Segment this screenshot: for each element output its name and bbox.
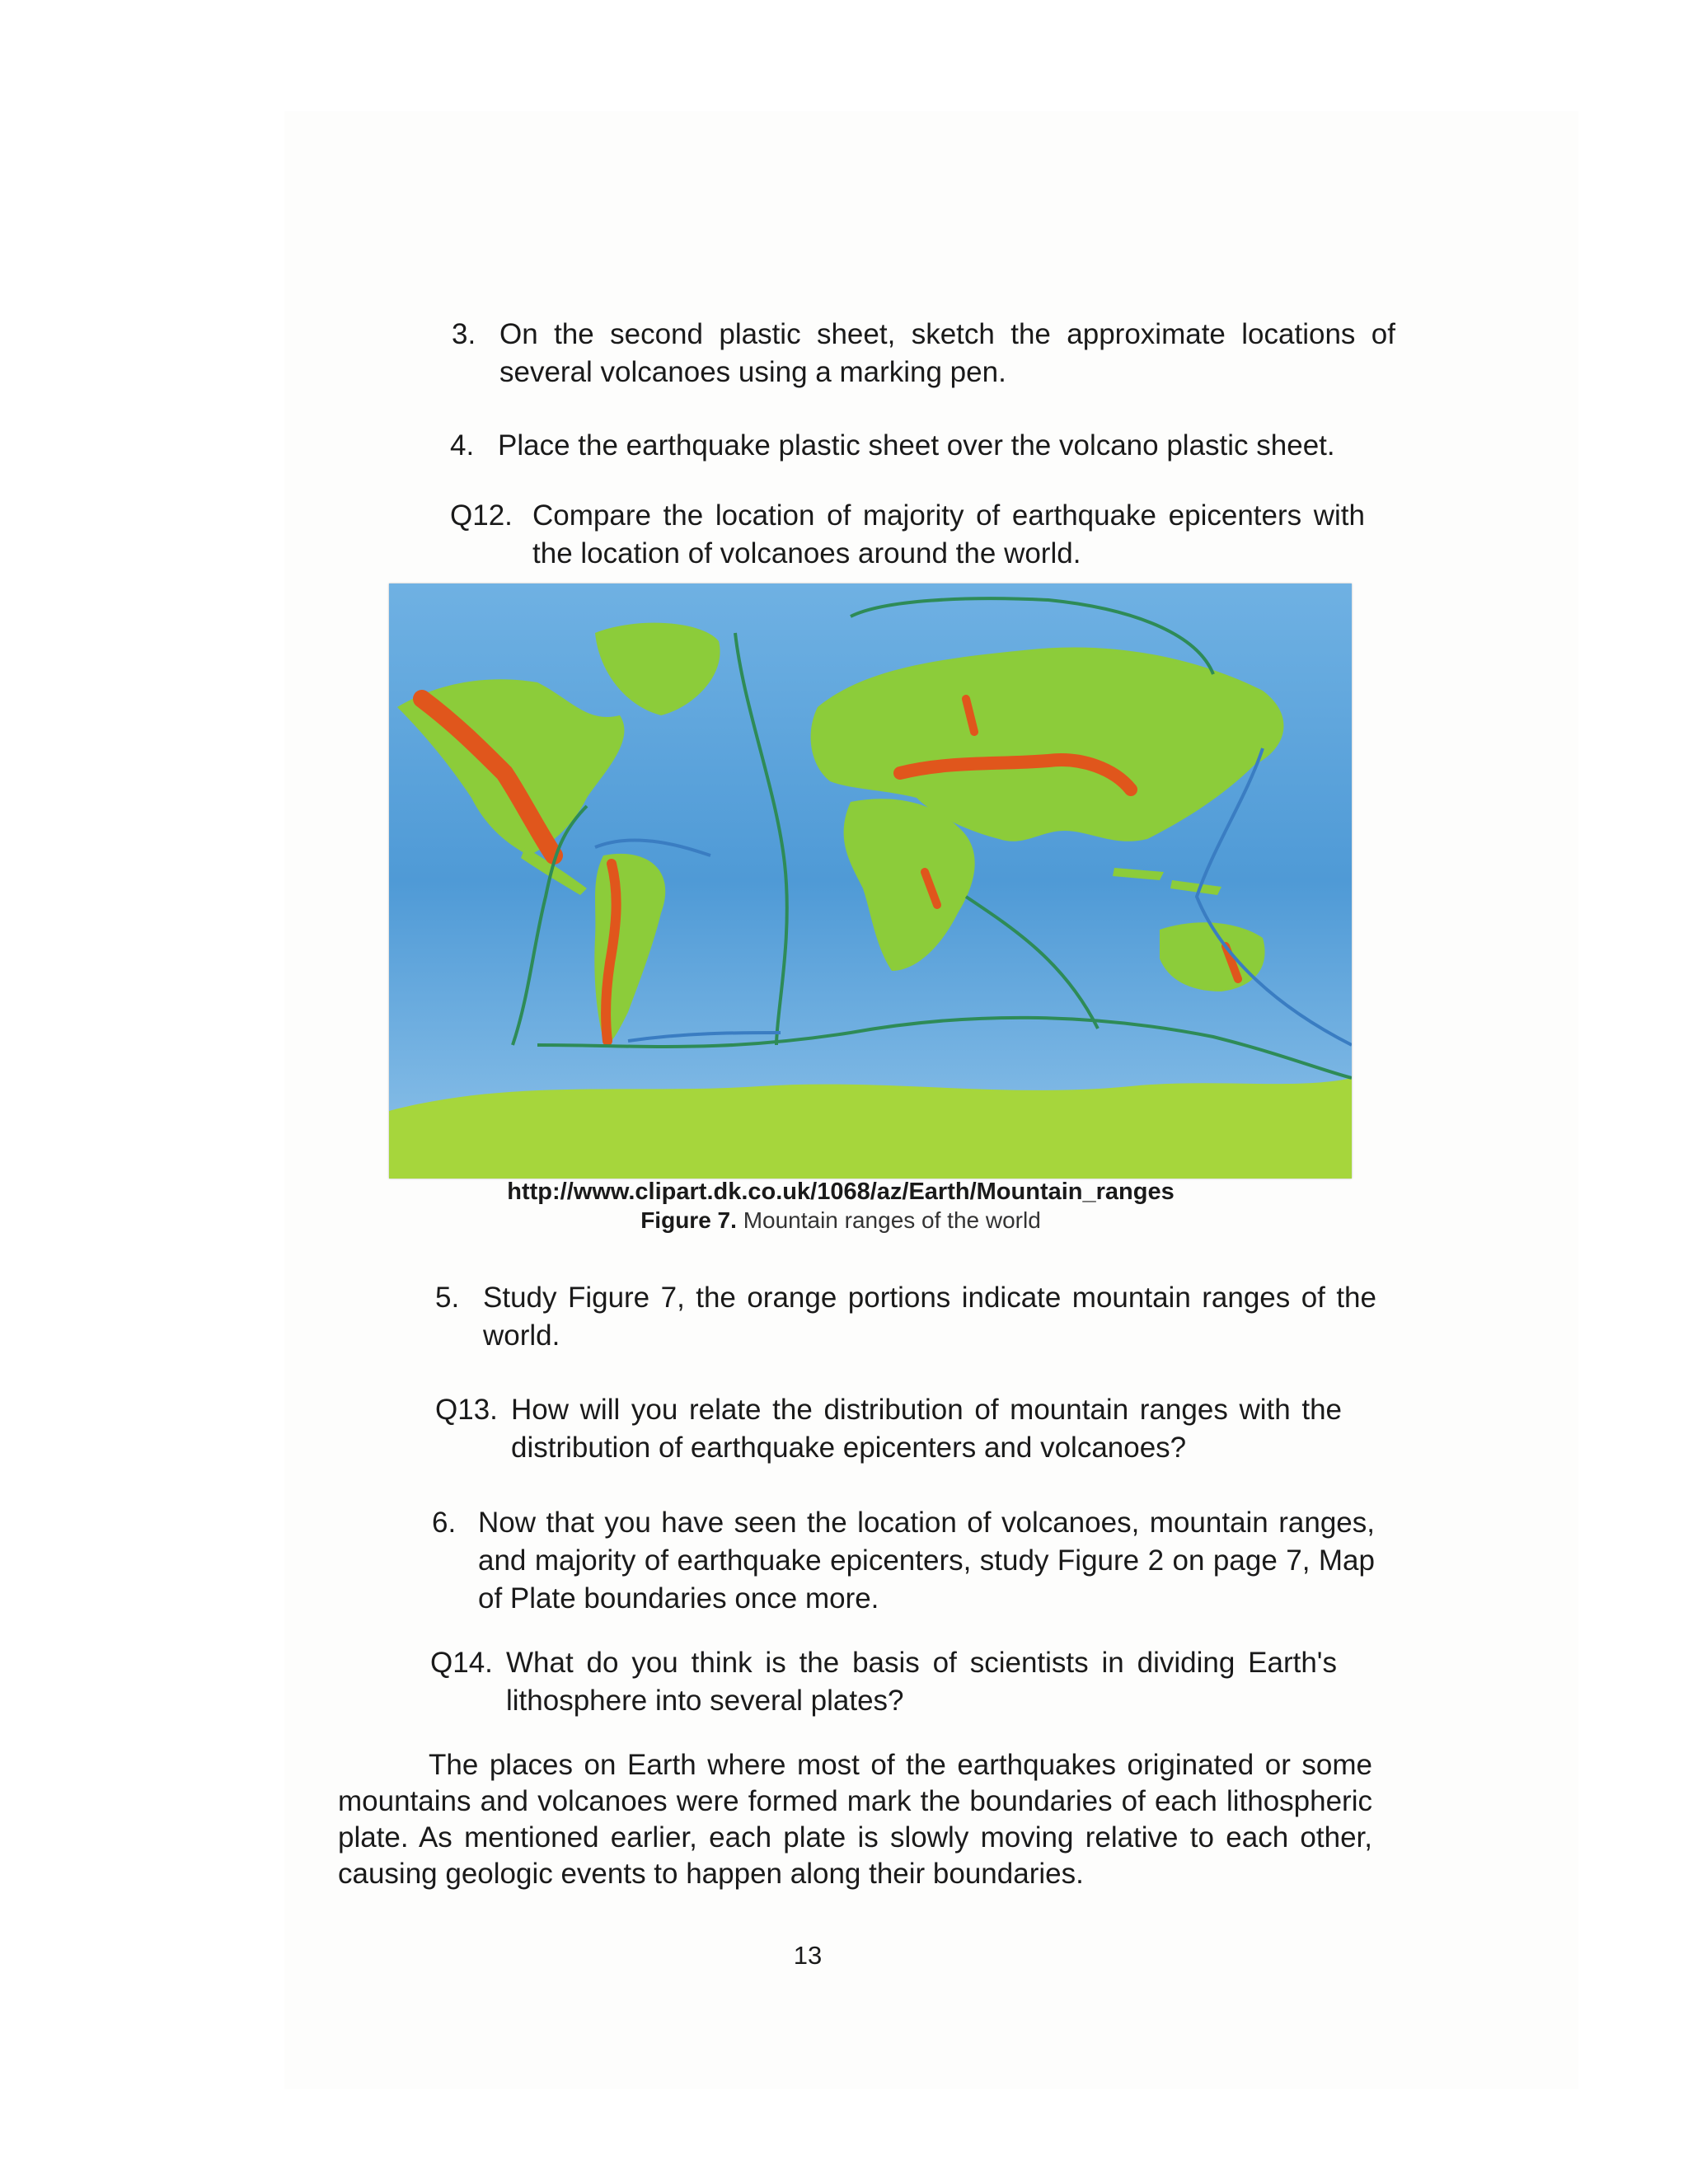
step-number: 5. (435, 1282, 460, 1314)
question-q12 (450, 497, 1365, 573)
step-text: Now that you have seen the location of volcanoes, mountain ranges, and majority of earthquake epicenters, study Figure 2 on page 7, Map of Plate boundaries once more. (478, 1507, 1375, 1615)
world-mountain-ranges-map (389, 583, 1352, 1179)
step-4 (450, 427, 1394, 465)
figure-label: Figure 7. (640, 1207, 737, 1233)
step-6 (432, 1504, 1375, 1618)
question-text: Compare the location of majority of earthquake epicenters with the location of volcanoes around the world. (532, 499, 1365, 569)
step-number: 3. (452, 318, 476, 350)
question-text: What do you think is the basis of scientists in dividing Earth's lithosphere into several plates? (506, 1647, 1337, 1717)
step-text: Study Figure 7, the orange portions indicate mountain ranges of the world. (483, 1282, 1376, 1352)
question-text: How will you relate the distribution of mountain ranges with the distribution of earthquake epicenters and volcanoes? (511, 1394, 1342, 1464)
question-number: Q13. (435, 1394, 498, 1426)
step-3 (452, 316, 1395, 391)
question-q13 (435, 1391, 1342, 1467)
step-text: On the second plastic sheet, sketch the approximate locations of several volcanoes using a marking pen. (499, 318, 1395, 388)
map-illustration (389, 583, 1352, 1179)
step-text: Place the earthquake plastic sheet over the volcano plastic sheet. (498, 429, 1335, 462)
figure-source-url: http://www.clipart.dk.co.uk/1068/az/Earth/Mountain_ranges (507, 1179, 1175, 1205)
step-5 (435, 1279, 1376, 1355)
closing-paragraph: The places on Earth where most of the earthquakes originated or some mountains and volcanoes were formed mark the boundaries of each lithospheric plate. As mentioned earlier, each plate is slowly moving relative to each other, causing geologic events to happen along their boundaries. (338, 1749, 1372, 1890)
question-number: Q12. (450, 499, 513, 532)
step-number: 4. (450, 429, 475, 462)
question-q14 (430, 1644, 1337, 1720)
antarctica (389, 1078, 1352, 1179)
figure-caption (445, 1206, 1236, 1235)
page-number: 13 (793, 1941, 823, 1970)
figure-caption-text: Mountain ranges of the world (743, 1207, 1041, 1233)
step-number: 6. (432, 1507, 457, 1539)
question-number: Q14. (430, 1647, 493, 1679)
